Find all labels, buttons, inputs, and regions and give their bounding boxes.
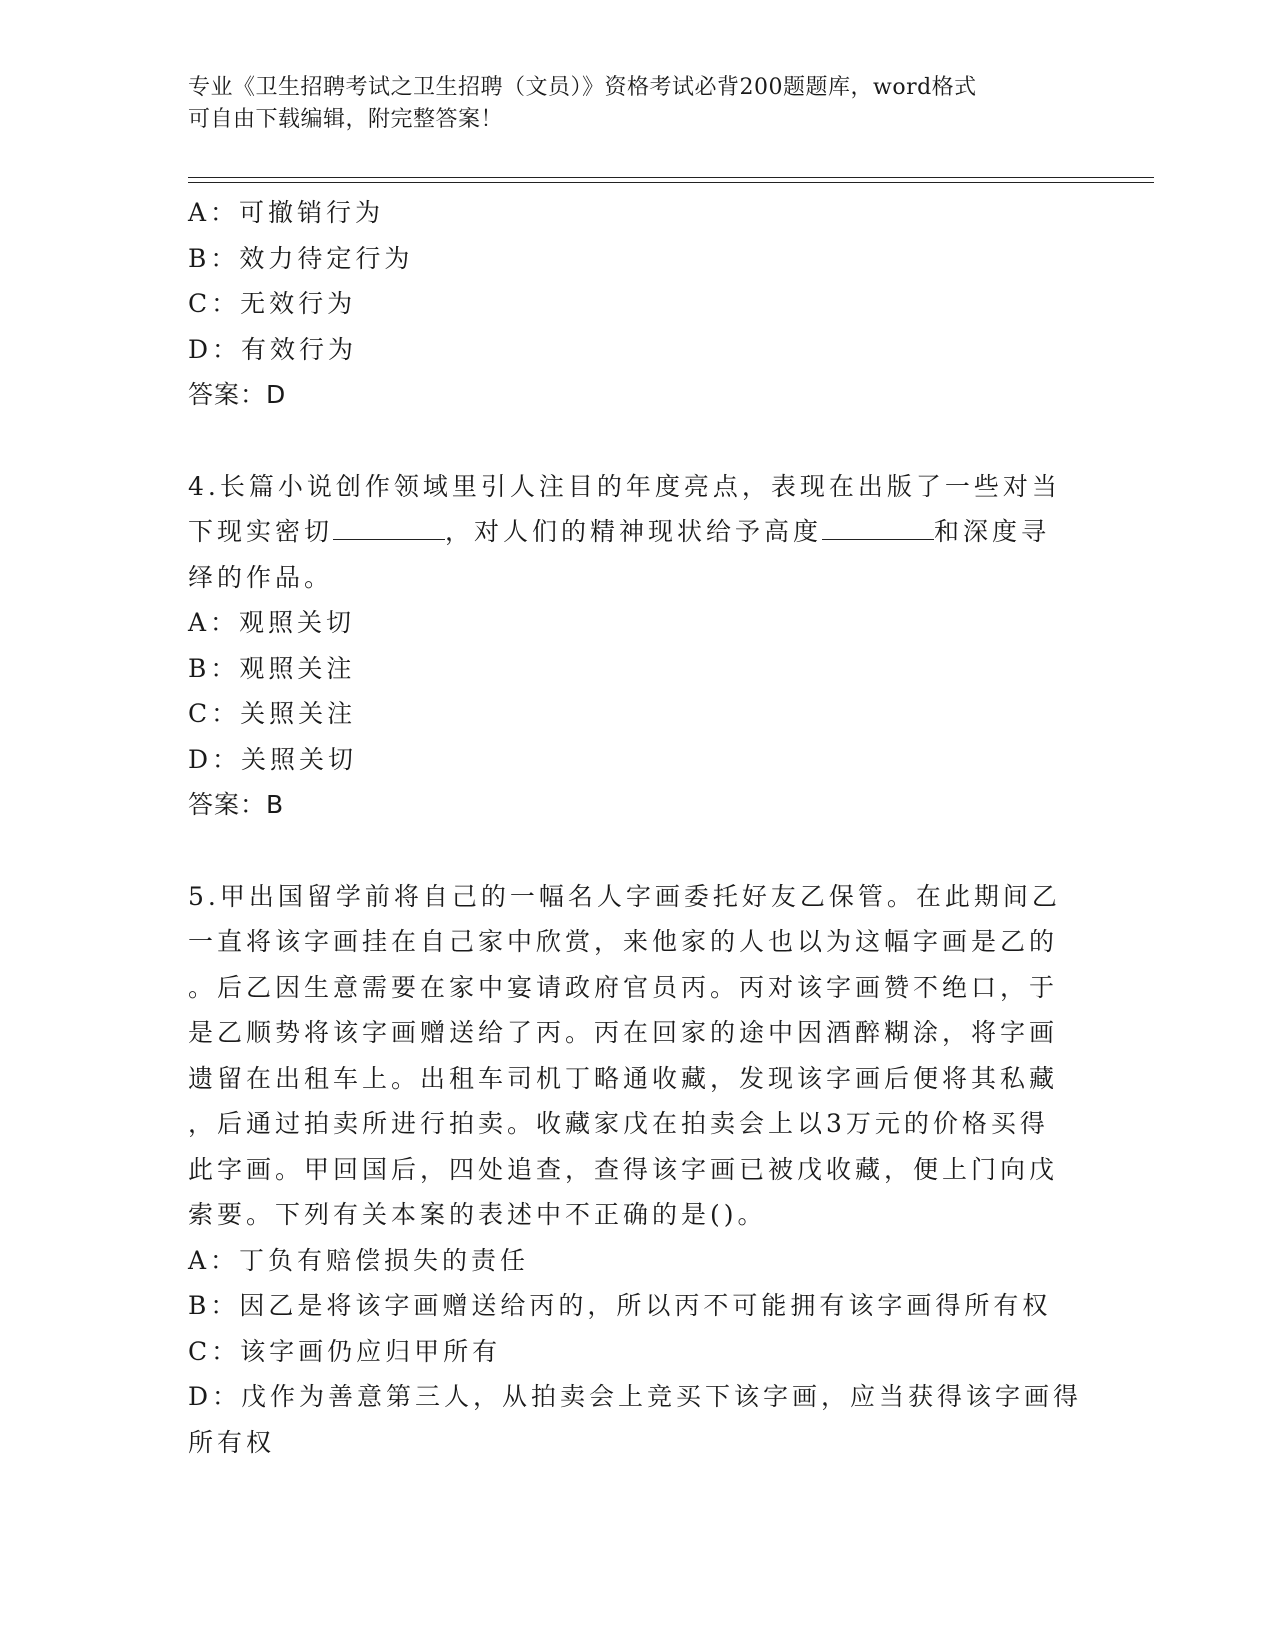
header-line-1: 专业《卫生招聘考试之卫生招聘（文员）》资格考试必背200题题库，word格式 xyxy=(188,75,977,100)
option-d: D：有效行为 xyxy=(188,334,358,364)
question-stem-line xyxy=(188,509,1088,555)
question-stem-line: 遗留在出租车上。出租车司机丁略通收藏，发现该字画后便将其私藏 xyxy=(188,1063,1059,1093)
question-stem-line: ，后通过拍卖所进行拍卖。收藏家戊在拍卖会上以3万元的价格买得 xyxy=(188,1109,1049,1138)
option-d-continued: 所有权 xyxy=(188,1427,276,1457)
document-header xyxy=(188,72,1088,136)
stem-text: ，对人们的精神现状给予高度 xyxy=(445,517,823,546)
option-c: C：该字画仍应归甲所有 xyxy=(188,1336,502,1366)
answer: 答案：B xyxy=(188,790,285,819)
question-stem-line: 一直将该字画挂在自己家中欣赏，来他家的人也以为这幅字画是乙的 xyxy=(188,927,1059,956)
option-b: B：效力待定行为 xyxy=(188,243,414,273)
question-stem-line: 此字画。甲回国后，四处追查，查得该字画已被戊收藏，便上门向戊 xyxy=(188,1154,1059,1184)
header-line-2: 可自由下载编辑，附完整答案！ xyxy=(188,107,504,132)
option-d: D：关照关切 xyxy=(188,744,358,774)
document-body xyxy=(188,190,1088,1465)
option-a: A：观照关切 xyxy=(188,608,356,637)
question-stem-line: 是乙顺势将该字画赠送给了丙。丙在回家的途中因酒醉糊涂，将字画 xyxy=(188,1018,1059,1047)
option-a: A：可撤销行为 xyxy=(188,198,385,227)
question-5 xyxy=(188,874,1088,1466)
question-stem-line: 4.长篇小说创作领域里引人注目的年度亮点，表现在出版了一些对当 xyxy=(188,471,1061,501)
question-stem-line: 绎的作品。 xyxy=(188,562,334,592)
option-b: B：观照关注 xyxy=(188,653,356,683)
fill-blank xyxy=(333,513,445,540)
spacer xyxy=(188,828,1088,874)
stem-text: 下现实密切 xyxy=(188,517,334,546)
fill-blank xyxy=(822,513,934,540)
question-3 xyxy=(188,190,1088,418)
option-c: C：无效行为 xyxy=(188,289,357,318)
header-divider-bottom xyxy=(188,182,1154,183)
option-a: A：丁负有赔偿损失的责任 xyxy=(188,1245,530,1275)
stem-text: 和深度寻 xyxy=(934,517,1051,546)
question-stem-line: 。后乙因生意需要在家中宴请政府官员丙。丙对该字画赞不绝口，于 xyxy=(188,972,1059,1002)
option-c: C：关照关注 xyxy=(188,699,357,728)
option-d: D：戊作为善意第三人，从拍卖会上竞买下该字画，应当获得该字画得 xyxy=(188,1382,1083,1411)
question-stem-line: 5.甲出国留学前将自己的一幅名人字画委托好友乙保管。在此期间乙 xyxy=(188,881,1061,911)
answer: 答案：D xyxy=(188,380,287,409)
spacer xyxy=(188,418,1088,464)
header-divider-top xyxy=(188,177,1154,178)
question-4 xyxy=(188,464,1088,828)
option-b: B：因乙是将该字画赠送给丙的，所以丙不可能拥有该字画得所有权 xyxy=(188,1291,1052,1320)
question-stem-line: 索要。下列有关本案的表述中不正确的是()。 xyxy=(188,1200,767,1229)
